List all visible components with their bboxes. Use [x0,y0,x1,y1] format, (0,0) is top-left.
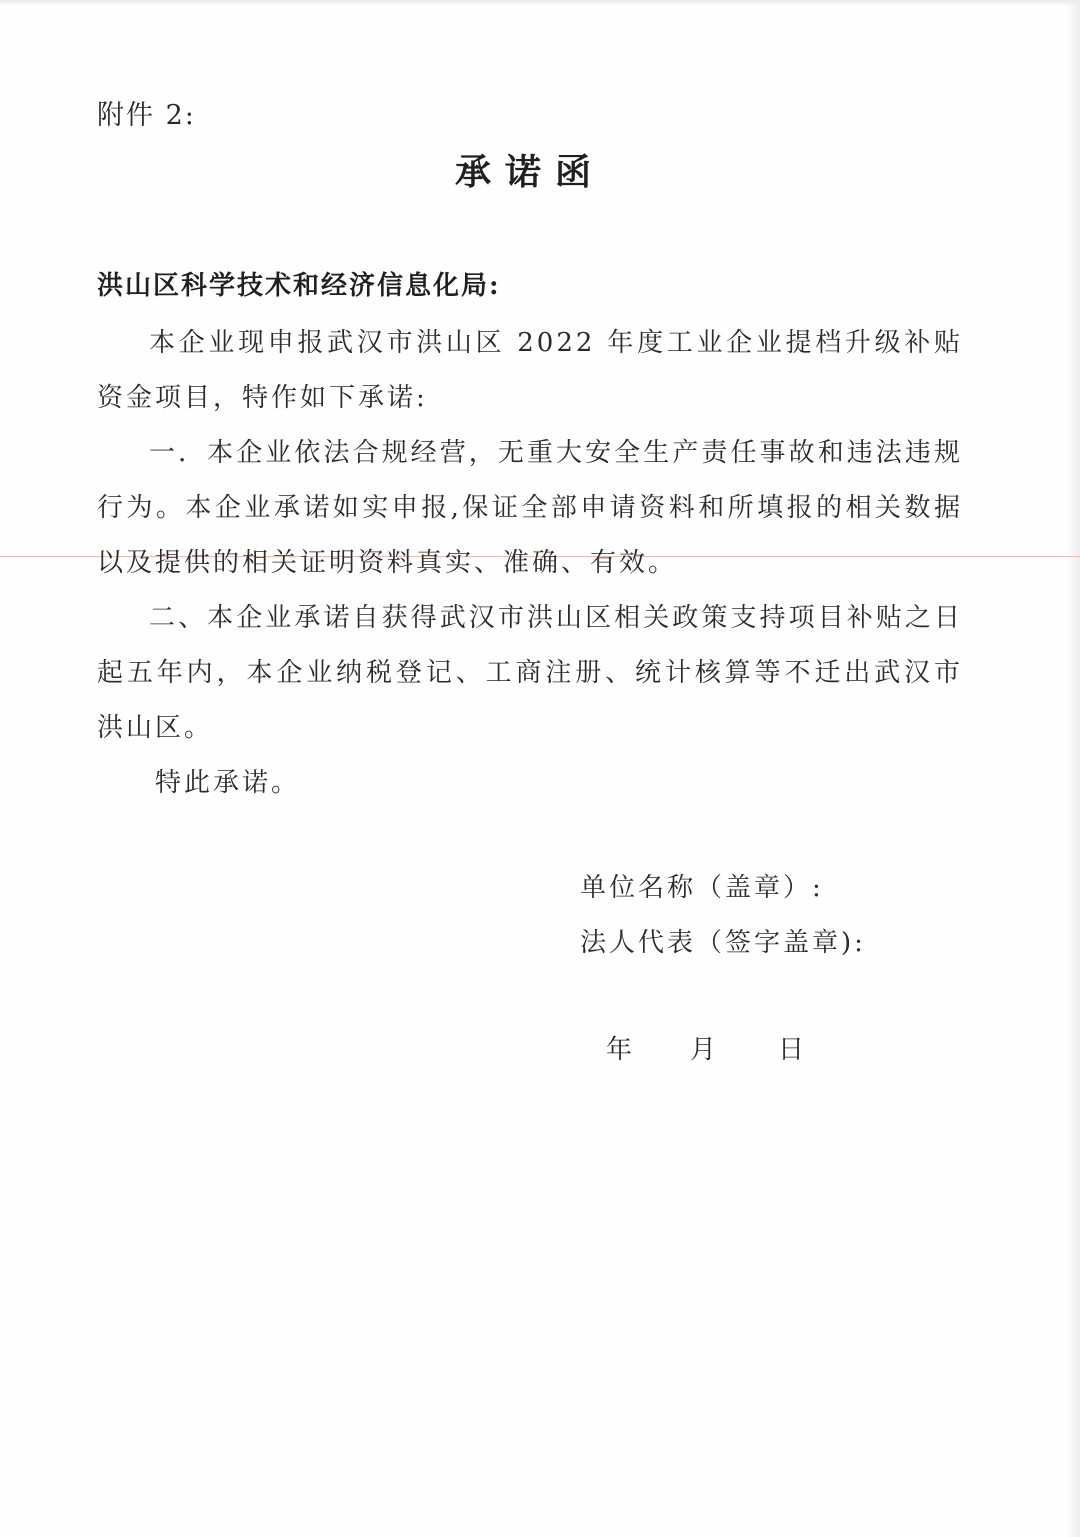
signature-unit-name: 单位名称（盖章）: [580,873,824,903]
date-year: 年 [606,1035,633,1065]
date-day: 日 [778,1035,805,1065]
paragraph-commitment-1: 一．本企业依法合规经营，无重大安全生产责任事故和违法违规行为。本企业承诺如实申报,保证全部申请资料和所填报的相关数据以及提供的相关证明资料真实、准确、有效。 [97,438,963,578]
document-body [97,316,963,756]
signature-legal-rep: 法人代表（签字盖章): [580,928,866,958]
scan-edge-top [0,0,1080,6]
document-title: 承诺函 [454,151,605,193]
paragraph-intro: 本企业现申报武汉市洪山区 2022 年度工业企业提档升级补贴资金项目，特作如下承诺: [97,328,963,413]
scan-edge-right [1066,0,1080,1537]
addressee: 洪山区科学技术和经济信息化局: [97,271,501,301]
date-month: 月 [690,1035,717,1065]
closing-text: 特此承诺。 [155,768,301,798]
attachment-label: 附件 2: [97,100,196,131]
paragraph-commitment-2: 二、本企业承诺自获得武汉市洪山区相关政策支持项目补贴之日起五年内，本企业纳税登记、工商注册、统计核算等不迁出武汉市洪山区。 [97,603,963,743]
